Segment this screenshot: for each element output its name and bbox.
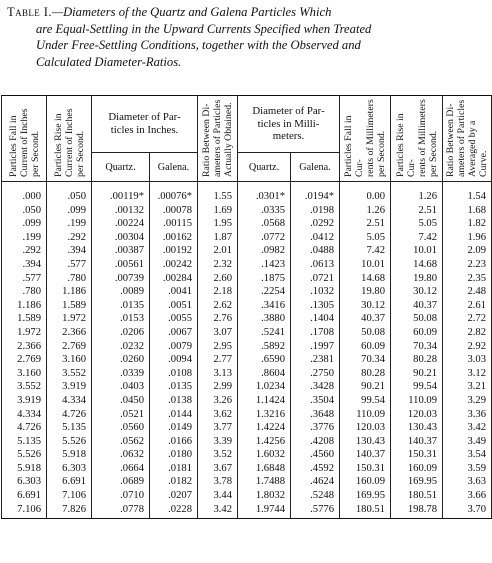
table-row — [2, 258, 492, 272]
table-cell: 0.00 — [340, 182, 391, 204]
table-cell: 3.13 — [198, 367, 238, 381]
table-caption — [7, 4, 485, 70]
table-cell: .199 — [47, 217, 92, 231]
table-cell: 2.09 — [443, 244, 492, 258]
table-cell: 1.186 — [2, 299, 47, 313]
table-cell: .0194* — [291, 182, 340, 204]
header-galena-inches: Galena. — [150, 153, 198, 182]
table-cell: .1997 — [291, 340, 340, 354]
table-row — [2, 448, 492, 462]
table-cell: .4208 — [291, 435, 340, 449]
table-cell: .0094 — [150, 353, 198, 367]
table-cell: 1.54 — [443, 182, 492, 204]
header-quartz-mm: Quartz. — [238, 153, 291, 182]
table-cell: 5.918 — [2, 462, 47, 476]
table-cell: .2254 — [238, 285, 291, 299]
table-cell: 1.96 — [443, 231, 492, 245]
table-cell: .5776 — [291, 503, 340, 519]
table-row — [2, 231, 492, 245]
table-cell: .0206 — [92, 326, 150, 340]
table-cell: 120.03 — [340, 421, 391, 435]
table-cell: .6590 — [238, 353, 291, 367]
table-cell: .4624 — [291, 475, 340, 489]
table-cell: 130.43 — [391, 421, 443, 435]
table-cell: 3.77 — [198, 421, 238, 435]
table-row — [2, 380, 492, 394]
table-cell: 6.303 — [2, 475, 47, 489]
table-cell: .0135 — [92, 299, 150, 313]
table-cell: .3428 — [291, 380, 340, 394]
table-cell: 6.691 — [47, 475, 92, 489]
table-cell: .00192 — [150, 244, 198, 258]
table-cell: .00242 — [150, 258, 198, 272]
table-cell: 2.51 — [391, 204, 443, 218]
table-row — [2, 272, 492, 286]
table-cell: 180.51 — [391, 489, 443, 503]
table-cell: 99.54 — [391, 380, 443, 394]
table-cell: 3.39 — [198, 435, 238, 449]
caption-line-3: Under Free-Settling Conditions, together with the Observed and — [36, 38, 361, 53]
table-cell: 1.7488 — [238, 475, 291, 489]
table-cell: .0562 — [92, 435, 150, 449]
table-cell: .0153 — [92, 312, 150, 326]
table-cell: 3.552 — [47, 367, 92, 381]
table-cell: 1.4224 — [238, 421, 291, 435]
table-cell: 1.95 — [198, 217, 238, 231]
table-cell: 3.62 — [198, 408, 238, 422]
table-cell: .577 — [2, 272, 47, 286]
table-cell: .0339 — [92, 367, 150, 381]
table-row — [2, 394, 492, 408]
table-cell: .00162 — [150, 231, 198, 245]
table-cell: .00224 — [92, 217, 150, 231]
table-cell: 99.54 — [340, 394, 391, 408]
header-fall-mm: Particles Fall in Cur- rents of Millimeters per Second. — [340, 96, 391, 182]
table-cell: .00115 — [150, 217, 198, 231]
table-cell: .000 — [2, 182, 47, 204]
table-cell: .292 — [2, 244, 47, 258]
table-cell: 3.12 — [443, 367, 492, 381]
table-row — [2, 204, 492, 218]
table-cell: 2.366 — [47, 326, 92, 340]
table-cell: 160.09 — [391, 462, 443, 476]
table-cell: 1.6848 — [238, 462, 291, 476]
table-cell: .577 — [47, 258, 92, 272]
table-cell: 3.919 — [47, 380, 92, 394]
table-cell: .0613 — [291, 258, 340, 272]
table-cell: 5.526 — [2, 448, 47, 462]
table-cell: .394 — [47, 244, 92, 258]
table-cell: 1.87 — [198, 231, 238, 245]
table-cell: 2.18 — [198, 285, 238, 299]
table-cell: 150.31 — [340, 462, 391, 476]
table-cell: 3.52 — [198, 448, 238, 462]
table-cell: .050 — [47, 182, 92, 204]
table-cell: 1.55 — [198, 182, 238, 204]
table-cell: 1.26 — [340, 204, 391, 218]
table-cell: .0412 — [291, 231, 340, 245]
table-cell: 1.8032 — [238, 489, 291, 503]
table-cell: .00284 — [150, 272, 198, 286]
header-rise-mm: Particles Rise in Cur- rents of Millimeters per Second. — [391, 96, 443, 182]
table-cell: .00304 — [92, 231, 150, 245]
table-cell: 1.186 — [47, 285, 92, 299]
table-cell: 2.23 — [443, 258, 492, 272]
table-cell: .5892 — [238, 340, 291, 354]
table-cell: .00132 — [92, 204, 150, 218]
table-cell: .0067 — [150, 326, 198, 340]
table-cell: 14.68 — [340, 272, 391, 286]
table-cell: 2.76 — [198, 312, 238, 326]
table-cell: 7.42 — [340, 244, 391, 258]
table-cell: .394 — [2, 258, 47, 272]
table-cell: 5.05 — [340, 231, 391, 245]
table-cell: 3.160 — [2, 367, 47, 381]
table-cell: .0207 — [150, 489, 198, 503]
table-cell: .780 — [2, 285, 47, 299]
table-cell: 3.160 — [47, 353, 92, 367]
table-cell: .00078 — [150, 204, 198, 218]
table-cell: 3.42 — [443, 421, 492, 435]
table-cell: 2.51 — [340, 217, 391, 231]
table-cell: 19.80 — [340, 285, 391, 299]
table-cell: .1404 — [291, 312, 340, 326]
table-cell: 60.09 — [391, 326, 443, 340]
header-ratio-obtained: Ratio Between Di- ameters of Particles Actually Obtained. — [198, 96, 238, 182]
table-cell: .0772 — [238, 231, 291, 245]
table-cell: 180.51 — [340, 503, 391, 519]
table-cell: .0560 — [92, 421, 150, 435]
table-cell: 3.26 — [198, 394, 238, 408]
caption-line-2: are Equal-Settling in the Upward Currents Specified when Treated — [36, 21, 372, 36]
table-cell: .0108 — [150, 367, 198, 381]
table-cell: 1.589 — [47, 299, 92, 313]
table-cell: 5.918 — [47, 448, 92, 462]
table-cell: .0149 — [150, 421, 198, 435]
table-cell: 1.1424 — [238, 394, 291, 408]
table-cell: .0260 — [92, 353, 150, 367]
table-row — [2, 353, 492, 367]
table-cell: .0450 — [92, 394, 150, 408]
table-cell: 1.69 — [198, 204, 238, 218]
table-cell: 1.82 — [443, 217, 492, 231]
table-cell: 40.37 — [391, 299, 443, 313]
table-cell: .0051 — [150, 299, 198, 313]
table-cell: 1.68 — [443, 204, 492, 218]
table-cell: .2381 — [291, 353, 340, 367]
table-cell: 3.70 — [443, 503, 492, 519]
table-cell: 3.44 — [198, 489, 238, 503]
table-cell: 7.106 — [47, 489, 92, 503]
table-cell: 14.68 — [391, 258, 443, 272]
table-row — [2, 182, 492, 204]
header-quartz-inches: Quartz. — [92, 153, 150, 182]
table-row — [2, 503, 492, 519]
table-cell: .0182 — [150, 475, 198, 489]
table-cell: .0664 — [92, 462, 150, 476]
table-cell: 2.769 — [2, 353, 47, 367]
header-fall-inches: Particles Fall in Current of Inches per Second. — [2, 96, 47, 182]
table-cell: .0228 — [150, 503, 198, 519]
table-cell: 6.303 — [47, 462, 92, 476]
header-galena-mm: Galena. — [291, 153, 340, 182]
table-cell: 3.49 — [443, 435, 492, 449]
table-cell: .0166 — [150, 435, 198, 449]
table-cell: .292 — [47, 231, 92, 245]
table-cell: .3416 — [238, 299, 291, 313]
table-cell: 1.972 — [2, 326, 47, 340]
table-cell: 4.334 — [47, 394, 92, 408]
table-cell: 4.726 — [2, 421, 47, 435]
table-cell: 10.01 — [391, 244, 443, 258]
table-cell: .00119* — [92, 182, 150, 204]
table-cell: 4.334 — [2, 408, 47, 422]
table-body — [2, 182, 492, 519]
data-table — [1, 95, 492, 519]
table-cell: 2.01 — [198, 244, 238, 258]
table-cell: .0488 — [291, 244, 340, 258]
table-cell: 160.09 — [340, 475, 391, 489]
table-cell: .4560 — [291, 448, 340, 462]
table-cell: .0079 — [150, 340, 198, 354]
table-cell: 2.48 — [443, 285, 492, 299]
table-cell: .4592 — [291, 462, 340, 476]
table-cell: .099 — [47, 204, 92, 218]
table-row — [2, 435, 492, 449]
table-cell: .5241 — [238, 326, 291, 340]
table-cell: 19.80 — [391, 272, 443, 286]
table-row — [2, 489, 492, 503]
table-cell: 30.12 — [391, 285, 443, 299]
table-cell: 2.92 — [443, 340, 492, 354]
table-cell: 150.31 — [391, 448, 443, 462]
table-cell: 3.07 — [198, 326, 238, 340]
table-cell: 110.09 — [340, 408, 391, 422]
caption-line-4: Calculated Diameter-Ratios. — [36, 54, 182, 69]
table-cell: 3.66 — [443, 489, 492, 503]
table-cell: 90.21 — [391, 367, 443, 381]
table-cell: .0721 — [291, 272, 340, 286]
table-cell: .00561 — [92, 258, 150, 272]
table-cell: 2.99 — [198, 380, 238, 394]
table-cell: .1708 — [291, 326, 340, 340]
table-cell: 169.95 — [391, 475, 443, 489]
table-cell: .0521 — [92, 408, 150, 422]
table-cell: .1423 — [238, 258, 291, 272]
table-cell: 1.6032 — [238, 448, 291, 462]
table-cell: 3.29 — [443, 394, 492, 408]
table-cell: 3.42 — [198, 503, 238, 519]
table-cell: .0632 — [92, 448, 150, 462]
table-cell: 2.32 — [198, 258, 238, 272]
table-cell: .1875 — [238, 272, 291, 286]
table-cell: .1032 — [291, 285, 340, 299]
table-row — [2, 475, 492, 489]
table-cell: 50.08 — [391, 312, 443, 326]
table-cell: 2.769 — [47, 340, 92, 354]
table-cell: .0181 — [150, 462, 198, 476]
table-cell: .0292 — [291, 217, 340, 231]
table-cell: 2.60 — [198, 272, 238, 286]
header-diameter-mm: Diameter of Par- ticles in Milli- meters. — [238, 96, 340, 153]
table-cell: 2.62 — [198, 299, 238, 313]
table-cell: .0710 — [92, 489, 150, 503]
table-cell: 90.21 — [340, 380, 391, 394]
table-cell: 1.26 — [391, 182, 443, 204]
header-rise-inches: Particles Rise in Current of Inches per Second. — [47, 96, 92, 182]
table-cell: 2.35 — [443, 272, 492, 286]
table-cell: .2750 — [291, 367, 340, 381]
table-cell: .780 — [47, 272, 92, 286]
table-cell: 30.12 — [340, 299, 391, 313]
table-cell: 1.0234 — [238, 380, 291, 394]
table-cell: 2.82 — [443, 326, 492, 340]
table-cell: .0982 — [238, 244, 291, 258]
table-cell: 50.08 — [340, 326, 391, 340]
table-cell: 3.78 — [198, 475, 238, 489]
table-cell: 70.34 — [340, 353, 391, 367]
table-cell: 2.72 — [443, 312, 492, 326]
table-cell: 3.59 — [443, 462, 492, 476]
table-cell: .0180 — [150, 448, 198, 462]
table-row — [2, 312, 492, 326]
table-cell: 3.919 — [2, 394, 47, 408]
table-cell: .0232 — [92, 340, 150, 354]
table-row — [2, 326, 492, 340]
table-cell: 3.67 — [198, 462, 238, 476]
table-cell: 2.366 — [2, 340, 47, 354]
table-cell: 60.09 — [340, 340, 391, 354]
table-cell: 3.54 — [443, 448, 492, 462]
table-cell: 1.9744 — [238, 503, 291, 519]
table-cell: .3776 — [291, 421, 340, 435]
table-cell: 110.09 — [391, 394, 443, 408]
table-row — [2, 285, 492, 299]
table-cell: 1.4256 — [238, 435, 291, 449]
table-row — [2, 367, 492, 381]
table-cell: 7.106 — [2, 503, 47, 519]
table-cell: .0089 — [92, 285, 150, 299]
table-cell: .099 — [2, 217, 47, 231]
table-cell: 80.28 — [391, 353, 443, 367]
table-cell: .0198 — [291, 204, 340, 218]
table-cell: 4.726 — [47, 408, 92, 422]
table-cell: 5.135 — [47, 421, 92, 435]
table-cell: 3.21 — [443, 380, 492, 394]
table-cell: .0144 — [150, 408, 198, 422]
table-cell: .00076* — [150, 182, 198, 204]
table-cell: 5.526 — [47, 435, 92, 449]
table-cell: .0055 — [150, 312, 198, 326]
table-label: Table I. — [7, 5, 52, 19]
table-cell: .050 — [2, 204, 47, 218]
table-cell: 1.972 — [47, 312, 92, 326]
header-ratio-curve: Ratio Between Di- ameters of Particles Averaged by a Curve. — [443, 96, 492, 182]
table-cell: .5248 — [291, 489, 340, 503]
table-cell: 140.37 — [340, 448, 391, 462]
table-cell: .3880 — [238, 312, 291, 326]
table-row — [2, 408, 492, 422]
table-cell: 130.43 — [340, 435, 391, 449]
table-cell: 3.552 — [2, 380, 47, 394]
table-row — [2, 462, 492, 476]
table-cell: .00387 — [92, 244, 150, 258]
table-row — [2, 244, 492, 258]
table-row — [2, 217, 492, 231]
table-cell: 1.589 — [2, 312, 47, 326]
table-cell: .3648 — [291, 408, 340, 422]
table-cell: 2.95 — [198, 340, 238, 354]
table-cell: .00739 — [92, 272, 150, 286]
table-cell: 70.34 — [391, 340, 443, 354]
table-cell: 3.63 — [443, 475, 492, 489]
table-cell: 120.03 — [391, 408, 443, 422]
table-row — [2, 299, 492, 313]
table-cell: 5.05 — [391, 217, 443, 231]
table-cell: 5.135 — [2, 435, 47, 449]
table-cell: .199 — [2, 231, 47, 245]
table-cell: 198.78 — [391, 503, 443, 519]
table-cell: 169.95 — [340, 489, 391, 503]
table-cell: .0335 — [238, 204, 291, 218]
table-cell: 7.826 — [47, 503, 92, 519]
table-cell: .1305 — [291, 299, 340, 313]
table-cell: 10.01 — [340, 258, 391, 272]
table-cell: 6.691 — [2, 489, 47, 503]
table-cell: .0135 — [150, 380, 198, 394]
table-cell: .0689 — [92, 475, 150, 489]
table-cell: 3.03 — [443, 353, 492, 367]
table-cell: 3.36 — [443, 408, 492, 422]
table-cell: 140.37 — [391, 435, 443, 449]
table-row — [2, 421, 492, 435]
table-cell: 80.28 — [340, 367, 391, 381]
table-cell: .0301* — [238, 182, 291, 204]
table-cell: 2.61 — [443, 299, 492, 313]
table-cell: 40.37 — [340, 312, 391, 326]
header-diameter-inches: Diameter of Par- ticles in Inches. — [92, 96, 198, 153]
table-cell: 2.77 — [198, 353, 238, 367]
table-cell: .0041 — [150, 285, 198, 299]
table-cell: .0568 — [238, 217, 291, 231]
table-cell: .8604 — [238, 367, 291, 381]
table-cell: .3504 — [291, 394, 340, 408]
table-cell: .0778 — [92, 503, 150, 519]
table-cell: 1.3216 — [238, 408, 291, 422]
caption-line-1: —Diameters of the Quartz and Galena Particles Which — [51, 5, 332, 19]
table-cell: .0138 — [150, 394, 198, 408]
table-cell: 7.42 — [391, 231, 443, 245]
table-row — [2, 340, 492, 354]
table-cell: .0403 — [92, 380, 150, 394]
